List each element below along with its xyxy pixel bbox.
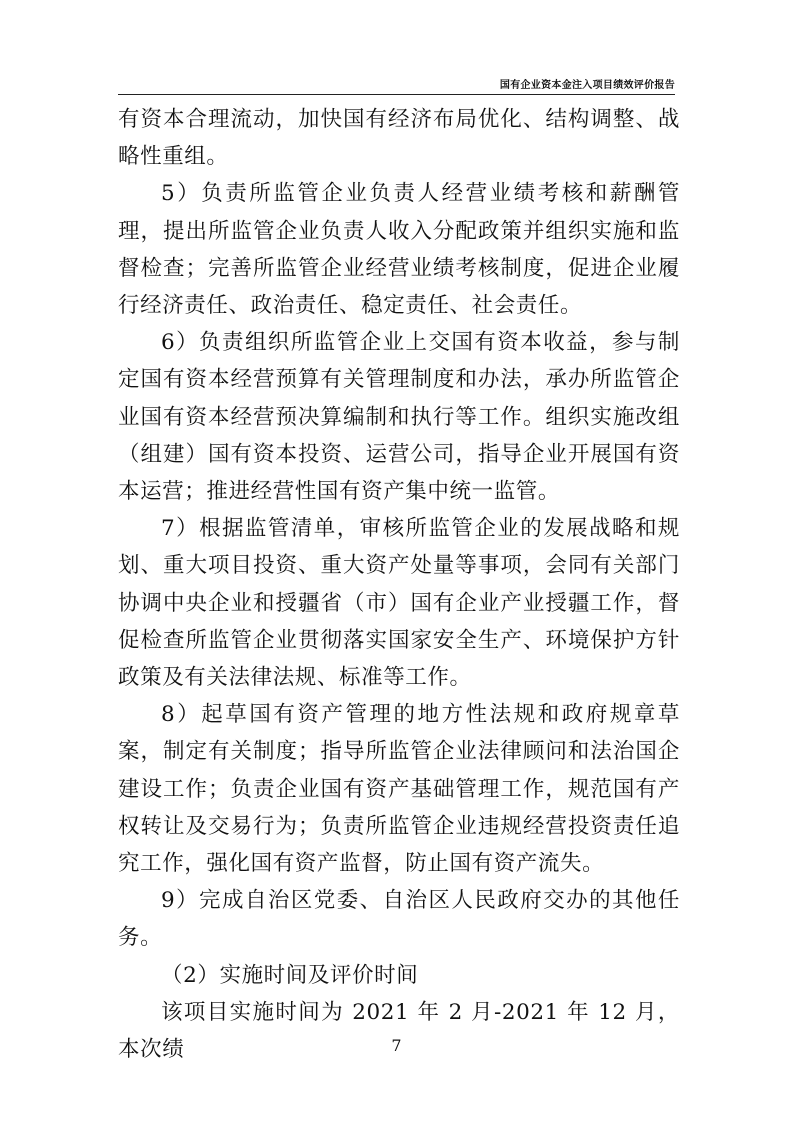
page-header <box>118 74 675 95</box>
paragraph-item-7: 7）根据监管清单，审核所监管企业的发展战略和规划、重大项目投资、重大资产处量等事项，会同有关部门协调中央企业和授疆省（市）国有企业产业授疆工作，督促检查所监管企业贯彻落实国家安全生产、环境保护方针政策及有关法律法规、标准等工作。 <box>118 516 680 691</box>
paragraph-continuation: 有资本合理流动，加快国有经济布局优化、结构调整、战略性重组。 <box>118 107 680 170</box>
paragraph-implementation-time: 该项目实施时间为 2021 年 2 月-2021 年 12 月，本次绩 <box>118 999 680 1063</box>
section-heading: （2）实施时间及评价时间 <box>161 962 419 988</box>
paragraph-item-6: 6）负责组织所监管企业上交国有资本收益，参与制定国有资本经营预算有关管理制度和办法，承办所监管企业国有资本经营预决算编制和执行等工作。组织实施改组（组建）国有资本投资、运营公司，指导企业开展国有资本运营；推进经营性国有资产集中统一监管。 <box>118 330 680 505</box>
paragraph-item-5: 5）负责所监管企业负责人经营业绩考核和薪酬管理，提出所监管企业负责人收入分配政策并组织实施和监督检查；完善所监管企业经营业绩考核制度，促进企业履行经济责任、政治责任、稳定责任、社会责任。 <box>118 181 680 319</box>
page-number: 7 <box>391 1036 402 1055</box>
paragraph-item-8: 8）起草国有资产管理的地方性法规和政府规章草案，制定有关制度；指导所监管企业法律顾问和法治国企建设工作；负责企业国有资产基础管理工作，规范国有产权转让及交易行为；负责所监管企业违规经营投资责任追究工作，强化国有资产监督，防止国有资产流失。 <box>118 702 680 877</box>
paragraph-item-9: 9）完成自治区党委、自治区人民政府交办的其他任务。 <box>118 888 680 951</box>
document-body <box>118 101 680 1068</box>
header-title: 国有企业资本金注入项目绩效评价报告 <box>499 80 675 91</box>
